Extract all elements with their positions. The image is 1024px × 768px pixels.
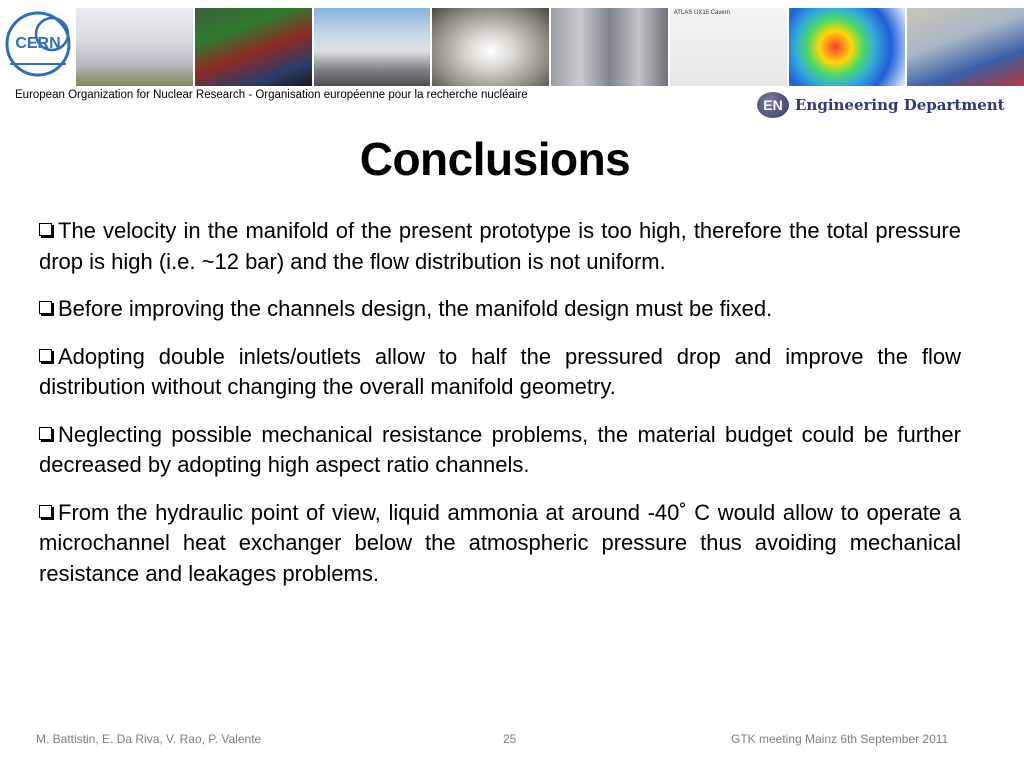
chiller-units-photo	[314, 8, 431, 86]
tanks-photo	[551, 8, 668, 86]
bullet-item	[39, 342, 961, 403]
footer-authors: M. Battistin, E. Da Riva, V. Rao, P. Valente	[36, 732, 262, 746]
atlas-cavern-diagram	[670, 8, 787, 86]
checkbox-bullet-icon	[39, 223, 52, 236]
cooling-towers-photo	[76, 8, 193, 86]
organization-subtitle: European Organization for Nuclear Research - Organisation européenne pour la recherche nucléaire	[15, 89, 528, 101]
bullet-text: The velocity in the manifold of the present prototype is too high, therefore the total pressure drop is high (i.e. ~12 bar) and the flow distribution is not uniform.	[39, 218, 961, 274]
slide-title: Conclusions	[359, 133, 631, 185]
en-badge-icon: EN	[757, 92, 789, 118]
engineering-department-logo	[757, 92, 1005, 118]
bullet-item	[39, 498, 961, 590]
bullet-text: Neglecting possible mechanical resistance problems, the material budget could be further decreased by adopting high aspect ratio channels.	[39, 421, 961, 477]
atlas-cavern-caption: ATLAS UX15 Cavern	[673, 10, 730, 16]
footer-event: GTK meeting Mainz 6th September 2011	[731, 732, 949, 746]
tunnel-photo	[432, 8, 549, 86]
piping-room-photo	[907, 8, 1024, 86]
department-name: Engineering Department	[795, 96, 1005, 114]
bullet-text: From the hydraulic point of view, liquid ammonia at around -40˚ C would allow to operate a microchannel heat exchanger below the atmospheric pressure thus avoiding mechanical resistance and leakages problems.	[39, 499, 961, 586]
checkbox-bullet-icon	[39, 301, 52, 314]
cern-logo	[2, 4, 74, 84]
bullet-item	[39, 294, 961, 325]
header-banner	[0, 0, 1024, 86]
svg-text:CERN: CERN	[15, 35, 61, 52]
pumps-photo	[195, 8, 312, 86]
footer-page-number: 25	[503, 732, 517, 746]
bullet-item	[39, 216, 961, 277]
checkbox-bullet-icon	[39, 505, 52, 518]
simulation-plot-image	[789, 8, 906, 86]
checkbox-bullet-icon	[39, 349, 52, 362]
bullet-text: Adopting double inlets/outlets allow to half the pressured drop and improve the flow distribution without changing the overall manifold geometry.	[39, 343, 961, 399]
header-photo-strip	[76, 8, 1024, 86]
checkbox-bullet-icon	[39, 427, 52, 440]
bullet-item	[39, 420, 961, 481]
bullet-list	[39, 216, 961, 606]
cern-logo-icon	[2, 4, 74, 84]
bullet-text: Before improving the channels design, the manifold design must be fixed.	[58, 296, 773, 321]
